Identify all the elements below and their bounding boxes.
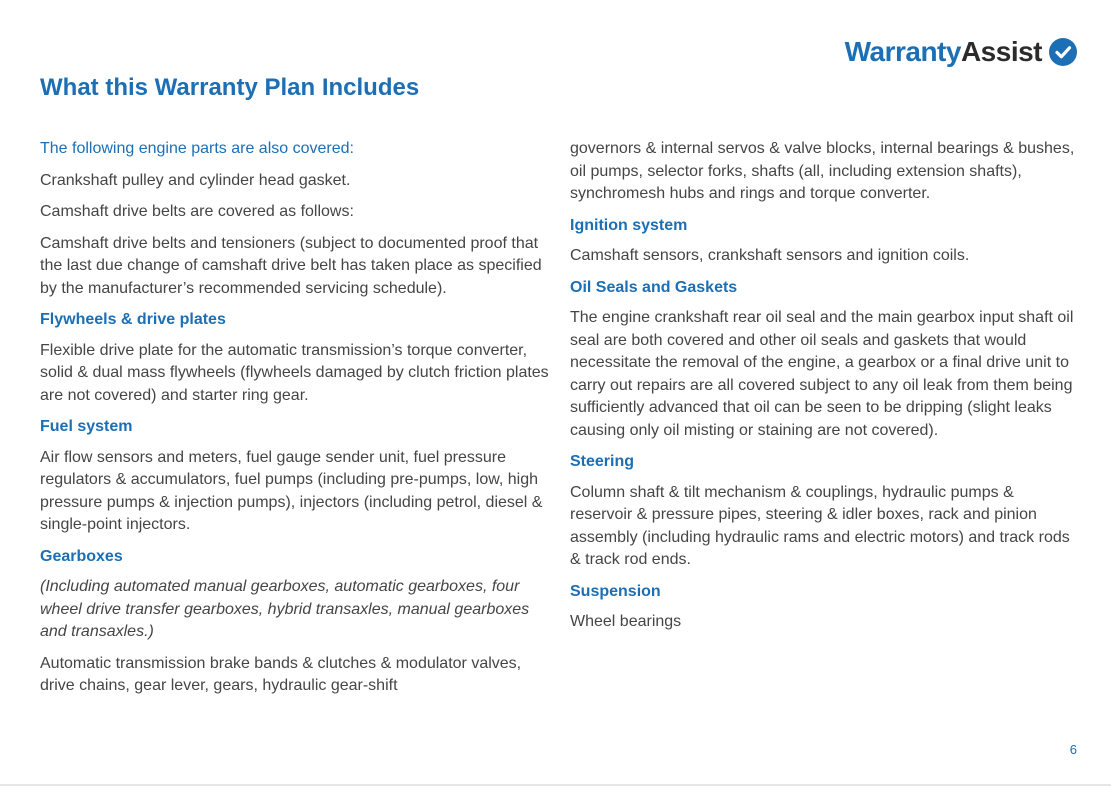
brand-logo xyxy=(845,36,1077,68)
section-text-ignition: Camshaft sensors, crankshaft sensors and ignition coils. xyxy=(570,247,970,264)
section-text-suspension: Wheel bearings xyxy=(570,613,682,630)
section-heading-suspension: Suspension xyxy=(570,582,661,600)
section-heading-fuel: Fuel system xyxy=(40,418,133,435)
check-circle-icon xyxy=(1049,38,1077,66)
section-text-gearboxes: Automatic transmission brake bands & clutches & modulator valves, drive chains, gear lever, gears, hydraulic gear-shift xyxy=(40,654,522,694)
paragraph: Camshaft drive belts are covered as follows: xyxy=(40,203,354,220)
divider xyxy=(0,784,1111,786)
logo-text-assist: Assist xyxy=(960,36,1042,67)
page-title: What this Warranty Plan Includes xyxy=(40,74,420,101)
section-heading-oil-seals: Oil Seals and Gaskets xyxy=(570,278,738,296)
intro-text: The following engine parts are also covered: xyxy=(40,140,354,157)
continued-text-gearboxes: governors & internal servos & valve blocks, internal bearings & bushes, oil pumps, selector forks, shafts (all, including extension shafts), synchromesh hubs and rings and torque converter. xyxy=(570,140,1075,202)
section-text-fuel: Air flow sensors and meters, fuel gauge sender unit, fuel pressure regulators & accumulators, fuel pumps (including pre-pumps, low, high pressure pumps & injection pumps), injectors (including petrol, diesel & single-point injectors. xyxy=(40,448,543,533)
section-text-steering: Column shaft & tilt mechanism & couplings, hydraulic pumps & reservoir & pressure pipes, steering & idler boxes, rack and pinion assembly (including hydraulic rams and electric motors) and track rods & track rod ends. xyxy=(570,483,1070,568)
section-heading-gearboxes: Gearboxes xyxy=(40,547,123,565)
logo-text-warranty: Warranty xyxy=(844,36,961,67)
section-text-oil-seals: The engine crankshaft rear oil seal and the main gearbox input shaft oil seal are both covered and other oil seals and gaskets that would necessitate the removal of the engine, a gearbox or a final drive unit to carry out repairs are all covered subject to any oil leak from them being sufficiently advanced that oil can be seen to be dripping (slight leaks causing only oil misting or staining are not covered). xyxy=(570,309,1074,439)
section-heading-steering: Steering xyxy=(570,453,635,470)
page-number: 6 xyxy=(1069,742,1077,757)
section-heading-ignition: Ignition system xyxy=(570,216,688,234)
section-heading-flywheels: Flywheels & drive plates xyxy=(40,311,226,328)
section-text-flywheels: Flexible drive plate for the automatic transmission’s torque converter, solid & dual mass flywheels (flywheels damaged by clutch friction plates are not covered) and starter ring gear. xyxy=(40,341,549,404)
right-column xyxy=(570,138,1075,643)
section-note-gearboxes: (Including automated manual gearboxes, automatic gearboxes, four wheel drive transfer gearboxes, hybrid transaxles, manual gearboxes and transaxles.) xyxy=(40,578,530,640)
paragraph: Camshaft drive belts and tensioners (subject to documented proof that the last due change of camshaft drive belt has taken place as specified by the manufacturer’s recommended servicing schedule). xyxy=(40,234,542,297)
left-column xyxy=(40,138,555,707)
paragraph: Crankshaft pulley and cylinder head gasket. xyxy=(40,171,351,189)
